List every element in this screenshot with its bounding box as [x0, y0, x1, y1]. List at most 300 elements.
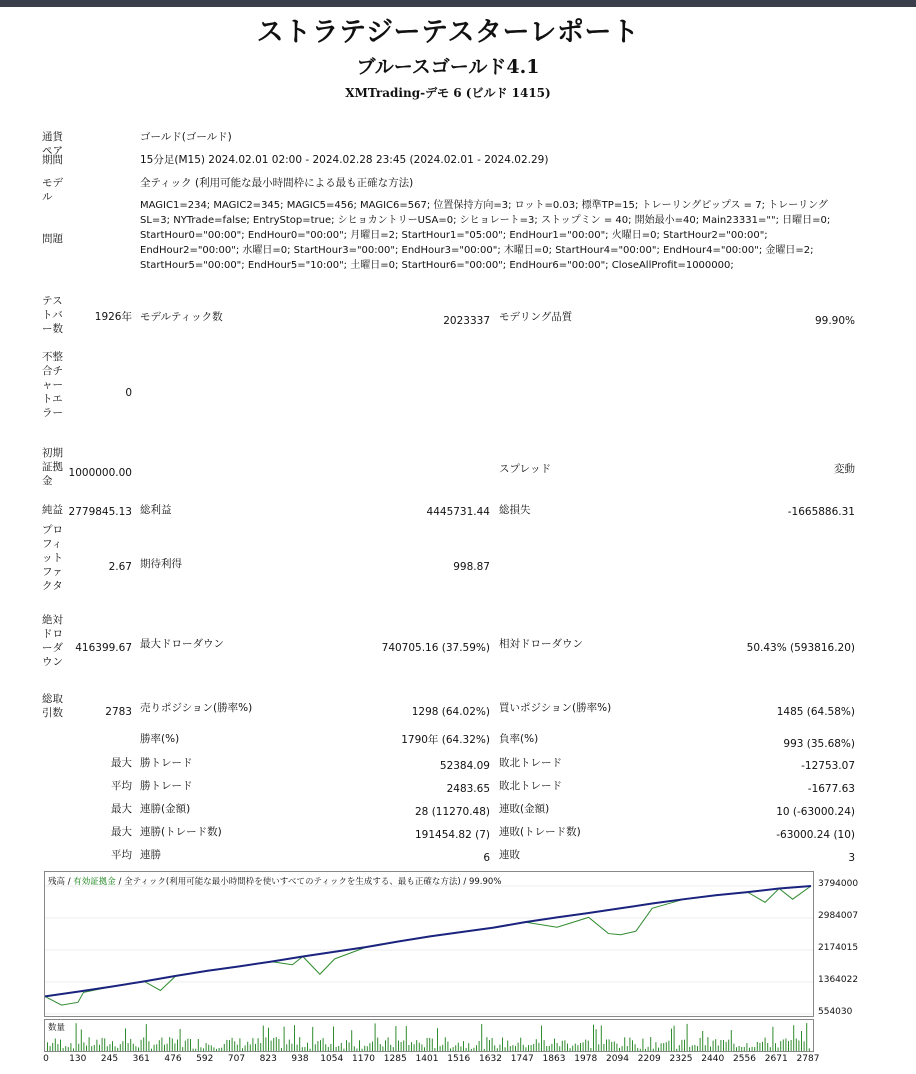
volume-bar: [533, 1044, 534, 1051]
volume-bar: [232, 1038, 233, 1051]
volume-bar: [294, 1025, 295, 1051]
abs-dd-label: 絶対ドローダウン: [42, 614, 63, 668]
volume-bar: [336, 1047, 337, 1051]
volume-bar: [161, 1038, 162, 1052]
volume-bar: [788, 1041, 789, 1051]
x-tick-label: 361: [132, 1054, 150, 1064]
abs-dd-value: 416399.67: [75, 642, 132, 654]
volume-bar: [164, 1045, 165, 1051]
deposit-label: 初期証拠金: [42, 447, 63, 487]
volume-bar: [440, 1046, 441, 1051]
average-prefix: 平均: [111, 780, 132, 792]
volume-bar: [117, 1048, 118, 1051]
volume-bar: [63, 1048, 64, 1051]
volume-bar: [536, 1039, 537, 1051]
volume-bar: [759, 1043, 760, 1051]
spread-label: スプレッド: [499, 463, 551, 475]
y-tick-label: 3794000: [818, 879, 859, 889]
volume-bar: [343, 1049, 344, 1051]
volume-bar: [47, 1042, 48, 1051]
cons-win-count-value: 191454.82 (7): [415, 829, 490, 841]
volume-bar: [642, 1039, 643, 1051]
volume-bar: [390, 1045, 391, 1051]
volume-bar: [281, 1048, 282, 1051]
x-tick-label: 938: [291, 1054, 309, 1064]
x-tick-label: 2209: [637, 1054, 661, 1064]
volume-bar: [107, 1046, 108, 1051]
volume-bar: [681, 1040, 682, 1051]
volume-bar: [489, 1040, 490, 1051]
volume-bar: [156, 1044, 157, 1051]
volume-bar: [276, 1037, 277, 1051]
volume-bar: [271, 1041, 272, 1051]
params-label: 問題: [42, 233, 63, 245]
volume-bar: [523, 1045, 524, 1051]
volume-bar: [486, 1037, 487, 1051]
volume-bar: [796, 1039, 797, 1052]
volume-bar: [187, 1039, 188, 1051]
volume-bar: [104, 1038, 105, 1051]
volume-bar: [728, 1040, 729, 1051]
long-value: 1485 (64.58%): [776, 706, 855, 718]
volume-bar: [120, 1044, 121, 1051]
volume-bar: [601, 1026, 602, 1052]
volume-bar: [411, 1042, 412, 1051]
x-tick-label: 245: [100, 1054, 119, 1064]
volume-bar: [611, 1042, 612, 1051]
volume-bar: [307, 1043, 308, 1051]
expected-value: 998.87: [453, 561, 490, 573]
volume-bar: [671, 1029, 672, 1051]
volume-bar: [416, 1040, 417, 1051]
volume-bar: [585, 1040, 586, 1051]
volume-chart-svg: [45, 1020, 813, 1051]
volume-bar: [180, 1029, 181, 1051]
cons-loss-money-value: 10 (-63000.24): [776, 806, 855, 818]
volume-bar: [182, 1047, 183, 1051]
volume-bar: [317, 1041, 318, 1051]
volume-bar: [320, 1040, 321, 1051]
equity-line: [45, 886, 811, 1005]
bars-label: テストバー数: [42, 295, 63, 335]
volume-bar: [52, 1043, 53, 1051]
volume-bar: [367, 1046, 368, 1051]
volume-bar: [624, 1037, 625, 1051]
volume-bar: [414, 1044, 415, 1051]
volume-bar: [419, 1043, 420, 1051]
volume-bar: [583, 1042, 584, 1051]
volume-bar: [455, 1045, 456, 1051]
volume-bar: [557, 1043, 558, 1051]
volume-bar: [81, 1030, 82, 1052]
volume-bar: [341, 1043, 342, 1051]
volume-bar: [648, 1047, 649, 1051]
volume-bar: [577, 1045, 578, 1051]
volume-bar: [785, 1039, 786, 1052]
x-tick-label: 2325: [669, 1054, 693, 1064]
rel-dd-label: 相対ドローダウン: [499, 638, 583, 650]
volume-bar: [726, 1042, 727, 1051]
legend-quality: 99.90%: [468, 877, 502, 887]
volume-bar: [112, 1041, 113, 1051]
volume-bar: [806, 1023, 807, 1051]
volume-bar: [809, 1048, 810, 1051]
volume-bar: [169, 1037, 170, 1051]
volume-bar: [707, 1037, 708, 1051]
volume-bar: [86, 1046, 87, 1051]
volume-bar: [286, 1044, 287, 1051]
volume-bar: [684, 1040, 685, 1051]
volume-bar: [447, 1042, 448, 1051]
volume-bar: [531, 1045, 532, 1051]
volume-bar: [385, 1040, 386, 1051]
volume-bar: [76, 1023, 77, 1051]
volume-bar: [174, 1043, 175, 1051]
loss-label: 負率(%): [499, 733, 539, 745]
volume-bar: [442, 1045, 443, 1051]
volume-bar: [333, 1027, 334, 1052]
volume-bar: [102, 1038, 103, 1051]
volume-bar: [65, 1046, 66, 1051]
period-label: 期間: [42, 154, 63, 166]
max-dd-value: 740705.16 (37.59%): [381, 642, 490, 654]
volume-bar: [159, 1040, 160, 1051]
volume-bar: [476, 1045, 477, 1051]
volume-bar: [91, 1046, 92, 1051]
volume-bar: [133, 1044, 134, 1051]
volume-bar: [398, 1041, 399, 1052]
volume-bar: [406, 1026, 407, 1051]
volume-bar: [541, 1026, 542, 1051]
volume-bar: [125, 1028, 126, 1051]
volume-bar: [687, 1024, 688, 1051]
x-tick-label: 2440: [701, 1054, 725, 1064]
volume-bar: [60, 1040, 61, 1051]
volume-bar: [663, 1043, 664, 1051]
volume-bar: [239, 1038, 240, 1051]
volume-bar: [746, 1043, 747, 1051]
volume-bar: [723, 1040, 724, 1051]
volume-bar: [765, 1038, 766, 1051]
volume-bar: [650, 1037, 651, 1051]
volume-bar: [289, 1040, 290, 1051]
volume-bar: [629, 1038, 630, 1051]
volume-bar: [50, 1046, 51, 1051]
volume-bar: [304, 1047, 305, 1051]
cons-loss-money-label: 連敗(金額): [499, 803, 550, 815]
mismatch-label: 不整合チャートエラー: [42, 351, 63, 419]
volume-bar: [250, 1045, 251, 1052]
volume-bar: [359, 1040, 360, 1051]
volume-bar: [172, 1039, 173, 1052]
total-value: 2783: [105, 706, 132, 718]
volume-bar: [674, 1026, 675, 1051]
avg-win-value: 2483.65: [446, 783, 490, 795]
volume-bar: [369, 1043, 370, 1051]
volume-bar: [115, 1046, 116, 1051]
largest-loss-label: 敗北トレード: [499, 757, 562, 769]
volume-bar: [546, 1046, 547, 1051]
volume-bar: [731, 1030, 732, 1051]
volume-bar: [372, 1042, 373, 1052]
volume-bar: [739, 1046, 740, 1051]
volume-bar: [801, 1031, 802, 1051]
volume-bar: [512, 1045, 513, 1051]
volume-bar: [668, 1041, 669, 1051]
volume-bar: [515, 1046, 516, 1051]
volume-bar: [770, 1047, 771, 1051]
volume-bar: [260, 1043, 261, 1051]
volume-bar: [325, 1044, 326, 1051]
volume-bar: [632, 1040, 633, 1051]
volume-bar: [590, 1048, 591, 1051]
chart-legend: [48, 875, 501, 887]
x-tick-label: 1863: [542, 1054, 566, 1064]
largest-loss-value: -12753.07: [801, 760, 855, 772]
y-tick-label: 1364022: [818, 975, 859, 985]
pf-value: 2.67: [108, 561, 132, 573]
gross-profit-value: 4445731.44: [426, 506, 490, 518]
volume-bar: [185, 1041, 186, 1051]
volume-bar: [68, 1047, 69, 1051]
avg-cons-loss-value: 3: [848, 852, 855, 864]
x-tick-label: 2094: [606, 1054, 629, 1064]
legend-model: 全ティック(利用可能な最小時間枠を使いすべてのティックを生成する、最も正確な方法): [124, 877, 461, 887]
volume-bar: [468, 1043, 469, 1051]
ticks-value: 2023337: [443, 315, 490, 327]
volume-bar: [328, 1047, 329, 1051]
volume-bar: [177, 1040, 178, 1052]
y-tick-label: 2174015: [818, 943, 859, 953]
x-tick-label: 130: [69, 1054, 87, 1064]
volume-bar: [203, 1048, 204, 1051]
max-dd-label: 最大ドローダウン: [140, 638, 224, 650]
quality-label: モデリング品質: [499, 311, 573, 323]
volume-bar: [330, 1044, 331, 1051]
x-tick-label: 1516: [447, 1054, 471, 1064]
volume-bar: [263, 1026, 264, 1051]
volume-bar: [278, 1039, 279, 1051]
ticks-label: モデルティック数: [140, 311, 223, 323]
volume-bar: [208, 1045, 209, 1051]
max-prefix-count: 最大: [111, 826, 132, 838]
pf-label: プロフィットファクタ: [42, 524, 63, 592]
volume-bar: [772, 1027, 773, 1051]
volume-bar: [70, 1043, 71, 1051]
x-tick-label: 592: [196, 1054, 214, 1064]
volume-bar: [151, 1049, 152, 1051]
volume-bar: [221, 1048, 222, 1051]
win-label: 勝率(%): [140, 733, 180, 745]
volume-bar: [99, 1045, 100, 1051]
volume-bar: [733, 1044, 734, 1051]
volume-bar: [424, 1047, 425, 1051]
x-tick-label: 2671: [764, 1054, 788, 1064]
largest-prefix: 最大: [111, 757, 132, 769]
volume-bar: [291, 1044, 292, 1051]
volume-bar: [749, 1048, 750, 1051]
gross-profit-label: 総利益: [140, 504, 172, 516]
volume-bar: [122, 1041, 123, 1051]
volume-bar: [705, 1045, 706, 1051]
volume-bar: [408, 1045, 409, 1051]
volume-bar: [793, 1025, 794, 1051]
volume-bar: [700, 1038, 701, 1051]
top-bar: [0, 0, 916, 7]
volume-bar: [570, 1048, 571, 1051]
avg-prefix-cons: 平均: [111, 849, 132, 861]
volume-bar: [713, 1041, 714, 1051]
x-tick-label: 1747: [510, 1054, 534, 1064]
server-info: XMTrading-デモ 6 (ビルド 1415): [345, 86, 551, 100]
volume-bar: [689, 1047, 690, 1051]
largest-win-value: 52384.09: [439, 760, 490, 772]
volume-bar: [767, 1043, 768, 1051]
total-label: 総取引数: [42, 693, 63, 719]
short-value: 1298 (64.02%): [411, 706, 490, 718]
volume-bar: [538, 1043, 539, 1051]
volume-bar: [377, 1038, 378, 1051]
volume-bar: [473, 1048, 474, 1051]
volume-bar: [762, 1042, 763, 1051]
y-tick-label: 554030: [818, 1007, 853, 1017]
x-tick-label: 823: [259, 1054, 277, 1064]
volume-bar: [525, 1047, 526, 1051]
volume-bar: [245, 1045, 246, 1051]
volume-bar: [614, 1041, 615, 1051]
volume-bar: [216, 1049, 217, 1051]
volume-bar: [55, 1039, 56, 1052]
x-tick-label: 2556: [733, 1054, 756, 1064]
x-tick-label: 1401: [415, 1054, 439, 1064]
volume-bar: [505, 1047, 506, 1051]
max-prefix-money: 最大: [111, 803, 132, 815]
volume-bar: [219, 1048, 220, 1051]
volume-bar: [432, 1039, 433, 1051]
volume-bar: [299, 1037, 300, 1051]
volume-bar: [666, 1042, 667, 1051]
params-value: MAGIC1=234; MAGIC2=345; MAGIC5=456; MAGIC6=567; 位置保持方向=3; ロット=0.03; 標準TP=15; トレーリングピップス = 7; トレーリングSL=3; NYTrade=false; EntryStop=true; シヒョカントリーUSA=0; シヒョレート=3; ストップミン = 40; 開始最小=40; Main23331=""; 日曜日=0; StartHour0="00:00"; EndHour0="00:00"; 月曜日=2; StartHour1="05:00"; EndHour1="00:00"; 火曜日=0; StartHour2="00:00"; EndHour2="00:00"; 水曜日=0; StartHour3="00:00"; EndHour3="00:00"; 木曜日=0; StartHour4="00:00"; EndHour4="00:00"; 金曜日=2; StartHour5="00:00"; EndHour5="10:00"; 土曜日=0; StartHour6="00:00"; EndHour6="00:00"; CloseAllProfit=1000000;: [140, 200, 831, 271]
volume-bar: [658, 1048, 659, 1051]
volume-bar: [640, 1049, 641, 1051]
volume-bar: [96, 1040, 97, 1051]
volume-bar: [437, 1028, 438, 1051]
volume-bar: [198, 1039, 199, 1051]
volume-chart: [44, 1019, 814, 1052]
volume-bar: [362, 1049, 363, 1051]
volume-bar: [484, 1049, 485, 1051]
avg-cons-win-label: 連勝: [140, 849, 161, 861]
symbol-label: 通貨ペア: [42, 131, 63, 157]
symbol-value: ゴールド(ゴールド): [140, 131, 232, 143]
volume-bar: [224, 1044, 225, 1051]
volume-bar: [388, 1037, 389, 1051]
volume-bar: [804, 1041, 805, 1051]
x-tick-label: 707: [227, 1054, 246, 1064]
volume-bar: [741, 1047, 742, 1051]
volume-bar: [596, 1029, 597, 1051]
avg-cons-loss-label: 連敗: [499, 849, 520, 861]
volume-bar: [710, 1047, 711, 1052]
volume-bar: [382, 1047, 383, 1052]
volume-bar: [494, 1045, 495, 1051]
net-value: 2779845.13: [68, 506, 132, 518]
x-tick-label: 0: [43, 1054, 49, 1064]
model-label: モデル: [42, 177, 63, 203]
volume-bar: [346, 1040, 347, 1051]
volume-bar: [252, 1038, 253, 1051]
volume-bar: [757, 1042, 758, 1051]
volume-bar: [57, 1044, 58, 1051]
spread-value: 変動: [834, 463, 855, 475]
balance-chart-svg: [45, 872, 813, 1016]
volume-bar: [479, 1041, 480, 1051]
volume-bar: [403, 1041, 404, 1052]
volume-bar: [559, 1046, 560, 1051]
volume-bar: [580, 1043, 581, 1051]
volume-bar: [466, 1048, 467, 1051]
volume-bar: [702, 1031, 703, 1051]
x-tick-label: 1285: [383, 1054, 407, 1064]
volume-bar: [237, 1045, 238, 1051]
volume-bar: [492, 1038, 493, 1051]
legend-sep-3: /: [460, 877, 469, 887]
volume-bar: [434, 1048, 435, 1051]
volume-bar: [109, 1044, 110, 1051]
avg-loss-label: 敗北トレード: [499, 780, 562, 792]
volume-bar: [393, 1047, 394, 1051]
volume-bar: [94, 1045, 95, 1051]
volume-bar: [460, 1046, 461, 1051]
volume-bar: [481, 1024, 482, 1051]
volume-bar: [148, 1041, 149, 1051]
volume-bar: [692, 1045, 693, 1051]
volume-bar: [351, 1030, 352, 1051]
volume-bar: [619, 1048, 620, 1051]
volume-bar: [297, 1045, 298, 1051]
volume-bar: [193, 1049, 194, 1051]
gross-loss-label: 総損失: [499, 504, 531, 516]
volume-bar: [234, 1041, 235, 1051]
volume-bar: [637, 1048, 638, 1051]
volume-bar: [146, 1024, 147, 1051]
volume-bar: [255, 1044, 256, 1051]
volume-bar: [697, 1046, 698, 1051]
bars-value: 1926年: [94, 311, 132, 323]
volume-bar: [154, 1045, 155, 1051]
volume-bar: [364, 1046, 365, 1051]
x-tick-label: 476: [164, 1054, 182, 1064]
volume-bar: [528, 1045, 529, 1051]
volume-bar: [655, 1042, 656, 1051]
volume-bar: [718, 1046, 719, 1052]
volume-bar: [83, 1042, 84, 1051]
volume-bar: [375, 1023, 376, 1051]
volume-bar: [463, 1041, 464, 1051]
volume-bar: [575, 1044, 576, 1051]
avg-win-label: 勝トレード: [140, 780, 193, 792]
volume-bar: [206, 1043, 207, 1051]
x-tick-label: 1170: [352, 1054, 375, 1064]
volume-bar: [499, 1045, 500, 1051]
volume-bar: [310, 1049, 311, 1051]
volume-bar: [752, 1047, 753, 1051]
volume-bar: [551, 1044, 552, 1051]
volume-bar: [627, 1046, 628, 1051]
volume-bar: [167, 1044, 168, 1051]
volume-bar: [229, 1040, 230, 1051]
report-title: ストラテジーテスターレポート: [256, 17, 640, 48]
